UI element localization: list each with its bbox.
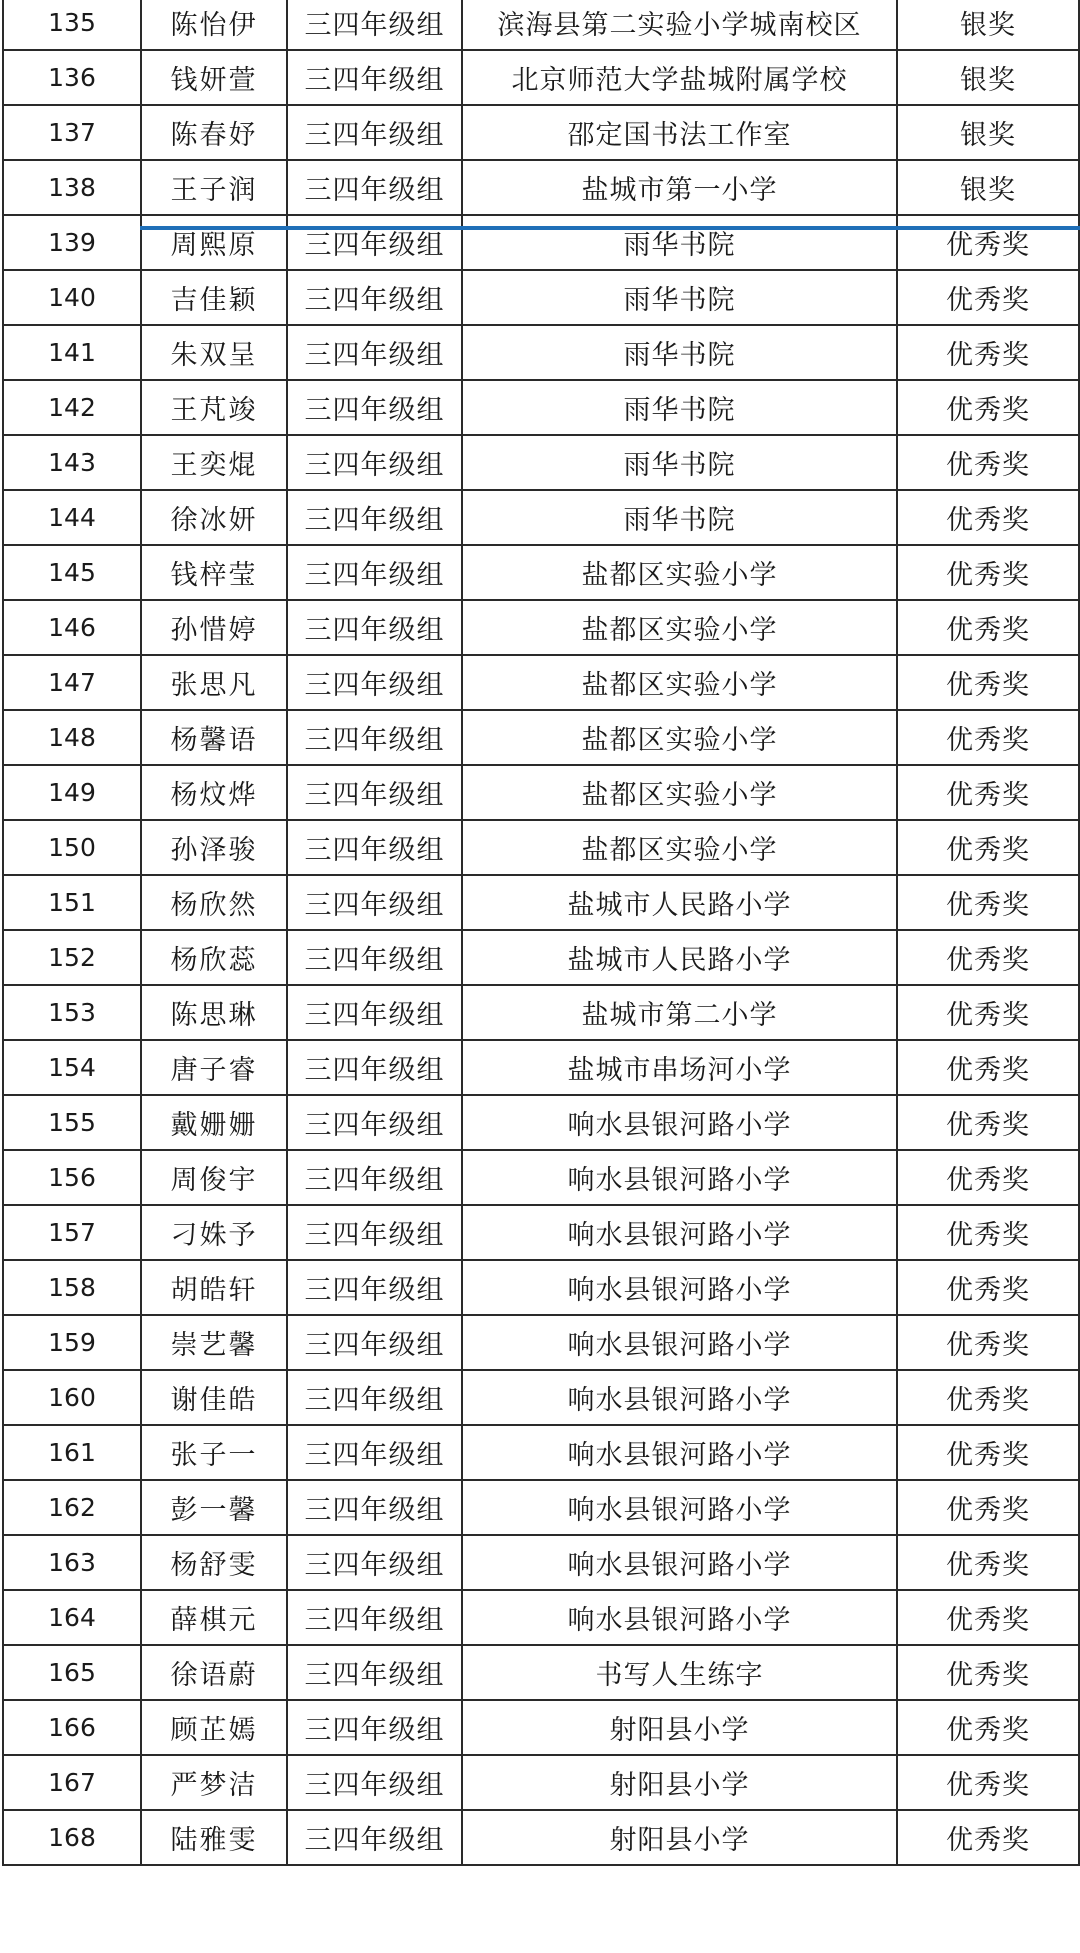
cell-age-group: 三四年级组 xyxy=(287,160,462,215)
cell-award: 优秀奖 xyxy=(897,1590,1079,1645)
cell-award: 优秀奖 xyxy=(897,1150,1079,1205)
cell-age-group: 三四年级组 xyxy=(287,655,462,710)
table-row xyxy=(3,490,1079,545)
cell-award: 优秀奖 xyxy=(897,325,1079,380)
cell-school: 响水县银河路小学 xyxy=(462,1315,897,1370)
award-table xyxy=(2,0,1080,1866)
cell-award: 优秀奖 xyxy=(897,820,1079,875)
table-row xyxy=(3,1370,1079,1425)
cell-award: 银奖 xyxy=(897,160,1079,215)
table-row xyxy=(3,325,1079,380)
cell-age-group: 三四年级组 xyxy=(287,1425,462,1480)
cell-age-group: 三四年级组 xyxy=(287,325,462,380)
cell-student-name: 孙惜婷 xyxy=(141,600,287,655)
cell-award: 优秀奖 xyxy=(897,1810,1079,1865)
cell-award: 优秀奖 xyxy=(897,1370,1079,1425)
cell-number: 146 xyxy=(3,600,141,655)
cell-age-group: 三四年级组 xyxy=(287,215,462,270)
cell-number: 168 xyxy=(3,1810,141,1865)
cell-number: 164 xyxy=(3,1590,141,1645)
cell-student-name: 钱梓莹 xyxy=(141,545,287,600)
cell-student-name: 朱双呈 xyxy=(141,325,287,380)
cell-number: 154 xyxy=(3,1040,141,1095)
cell-age-group: 三四年级组 xyxy=(287,1095,462,1150)
cell-age-group: 三四年级组 xyxy=(287,1370,462,1425)
cell-school: 滨海县第二实验小学城南校区 xyxy=(462,0,897,50)
cell-number: 158 xyxy=(3,1260,141,1315)
cell-school: 响水县银河路小学 xyxy=(462,1590,897,1645)
cell-number: 142 xyxy=(3,380,141,435)
cell-number: 147 xyxy=(3,655,141,710)
cell-number: 140 xyxy=(3,270,141,325)
cell-age-group: 三四年级组 xyxy=(287,0,462,50)
cell-student-name: 杨馨语 xyxy=(141,710,287,765)
cell-school: 盐都区实验小学 xyxy=(462,655,897,710)
cell-school: 盐城市人民路小学 xyxy=(462,930,897,985)
cell-number: 153 xyxy=(3,985,141,1040)
cell-number: 156 xyxy=(3,1150,141,1205)
cell-award: 优秀奖 xyxy=(897,1645,1079,1700)
cell-student-name: 崇艺馨 xyxy=(141,1315,287,1370)
cell-student-name: 孙泽骏 xyxy=(141,820,287,875)
table-row xyxy=(3,1480,1079,1535)
cell-number: 149 xyxy=(3,765,141,820)
cell-age-group: 三四年级组 xyxy=(287,1315,462,1370)
cell-age-group: 三四年级组 xyxy=(287,765,462,820)
cell-number: 151 xyxy=(3,875,141,930)
cell-school: 雨华书院 xyxy=(462,490,897,545)
cell-number: 159 xyxy=(3,1315,141,1370)
award-table-body xyxy=(3,0,1079,1865)
table-row xyxy=(3,1425,1079,1480)
cell-school: 射阳县小学 xyxy=(462,1810,897,1865)
cell-number: 167 xyxy=(3,1755,141,1810)
cell-number: 143 xyxy=(3,435,141,490)
cell-age-group: 三四年级组 xyxy=(287,270,462,325)
table-row xyxy=(3,215,1079,270)
cell-school: 邵定国书法工作室 xyxy=(462,105,897,160)
cell-school: 雨华书院 xyxy=(462,380,897,435)
cell-school: 射阳县小学 xyxy=(462,1700,897,1755)
cell-student-name: 杨欣蕊 xyxy=(141,930,287,985)
cell-student-name: 徐语蔚 xyxy=(141,1645,287,1700)
cell-award: 优秀奖 xyxy=(897,1205,1079,1260)
cell-number: 137 xyxy=(3,105,141,160)
cell-number: 165 xyxy=(3,1645,141,1700)
cell-award: 优秀奖 xyxy=(897,710,1079,765)
cell-award: 优秀奖 xyxy=(897,985,1079,1040)
cell-student-name: 胡皓轩 xyxy=(141,1260,287,1315)
table-row xyxy=(3,600,1079,655)
cell-student-name: 王子润 xyxy=(141,160,287,215)
cell-school: 响水县银河路小学 xyxy=(462,1425,897,1480)
cell-award: 优秀奖 xyxy=(897,1040,1079,1095)
cell-school: 响水县银河路小学 xyxy=(462,1150,897,1205)
cell-student-name: 张子一 xyxy=(141,1425,287,1480)
cell-student-name: 谢佳皓 xyxy=(141,1370,287,1425)
table-row xyxy=(3,1590,1079,1645)
cell-number: 166 xyxy=(3,1700,141,1755)
cell-age-group: 三四年级组 xyxy=(287,1535,462,1590)
table-row xyxy=(3,1645,1079,1700)
cell-number: 145 xyxy=(3,545,141,600)
cell-age-group: 三四年级组 xyxy=(287,875,462,930)
cell-number: 141 xyxy=(3,325,141,380)
cell-age-group: 三四年级组 xyxy=(287,545,462,600)
cell-school: 北京师范大学盐城附属学校 xyxy=(462,50,897,105)
table-row xyxy=(3,1755,1079,1810)
table-row xyxy=(3,710,1079,765)
cell-award: 优秀奖 xyxy=(897,930,1079,985)
table-row xyxy=(3,50,1079,105)
cell-number: 139 xyxy=(3,215,141,270)
cell-number: 138 xyxy=(3,160,141,215)
cell-school: 盐都区实验小学 xyxy=(462,765,897,820)
cell-number: 135 xyxy=(3,0,141,50)
cell-school: 盐城市第一小学 xyxy=(462,160,897,215)
cell-award: 银奖 xyxy=(897,50,1079,105)
cell-school: 盐城市第二小学 xyxy=(462,985,897,1040)
table-row xyxy=(3,1260,1079,1315)
cell-age-group: 三四年级组 xyxy=(287,380,462,435)
cell-school: 响水县银河路小学 xyxy=(462,1095,897,1150)
cell-award: 优秀奖 xyxy=(897,1095,1079,1150)
cell-school: 盐都区实验小学 xyxy=(462,600,897,655)
table-row xyxy=(3,0,1079,50)
cell-award: 优秀奖 xyxy=(897,1700,1079,1755)
table-row xyxy=(3,1315,1079,1370)
cell-age-group: 三四年级组 xyxy=(287,1205,462,1260)
cell-student-name: 刁姝予 xyxy=(141,1205,287,1260)
cell-student-name: 陈怡伊 xyxy=(141,0,287,50)
table-row xyxy=(3,105,1079,160)
cell-number: 155 xyxy=(3,1095,141,1150)
table-row xyxy=(3,820,1079,875)
cell-number: 162 xyxy=(3,1480,141,1535)
cell-student-name: 吉佳颖 xyxy=(141,270,287,325)
cell-student-name: 王奕焜 xyxy=(141,435,287,490)
cell-age-group: 三四年级组 xyxy=(287,1810,462,1865)
cell-student-name: 周熙原 xyxy=(141,215,287,270)
cell-award: 银奖 xyxy=(897,105,1079,160)
table-row xyxy=(3,985,1079,1040)
cell-age-group: 三四年级组 xyxy=(287,490,462,545)
cell-award: 优秀奖 xyxy=(897,1480,1079,1535)
cell-school: 射阳县小学 xyxy=(462,1755,897,1810)
cell-number: 157 xyxy=(3,1205,141,1260)
cell-student-name: 张思凡 xyxy=(141,655,287,710)
cell-school: 盐城市人民路小学 xyxy=(462,875,897,930)
cell-student-name: 戴姗姗 xyxy=(141,1095,287,1150)
cell-award: 优秀奖 xyxy=(897,215,1079,270)
table-row xyxy=(3,380,1079,435)
cell-award: 银奖 xyxy=(897,0,1079,50)
cell-award: 优秀奖 xyxy=(897,600,1079,655)
table-row xyxy=(3,1095,1079,1150)
table-row xyxy=(3,1205,1079,1260)
cell-school: 响水县银河路小学 xyxy=(462,1535,897,1590)
cell-number: 160 xyxy=(3,1370,141,1425)
cell-school: 雨华书院 xyxy=(462,215,897,270)
cell-age-group: 三四年级组 xyxy=(287,105,462,160)
cell-student-name: 杨舒雯 xyxy=(141,1535,287,1590)
cell-age-group: 三四年级组 xyxy=(287,1590,462,1645)
cell-number: 148 xyxy=(3,710,141,765)
cell-student-name: 周俊宇 xyxy=(141,1150,287,1205)
cell-number: 144 xyxy=(3,490,141,545)
cell-number: 150 xyxy=(3,820,141,875)
table-row xyxy=(3,1700,1079,1755)
cell-age-group: 三四年级组 xyxy=(287,1700,462,1755)
table-row xyxy=(3,875,1079,930)
table-row xyxy=(3,1150,1079,1205)
cell-award: 优秀奖 xyxy=(897,1425,1079,1480)
cell-age-group: 三四年级组 xyxy=(287,1040,462,1095)
cell-award: 优秀奖 xyxy=(897,1755,1079,1810)
cell-school: 雨华书院 xyxy=(462,435,897,490)
table-row xyxy=(3,930,1079,985)
cell-student-name: 陆雅雯 xyxy=(141,1810,287,1865)
cell-age-group: 三四年级组 xyxy=(287,930,462,985)
table-row xyxy=(3,1040,1079,1095)
cell-award: 优秀奖 xyxy=(897,1260,1079,1315)
cell-number: 161 xyxy=(3,1425,141,1480)
cell-student-name: 彭一馨 xyxy=(141,1480,287,1535)
cell-age-group: 三四年级组 xyxy=(287,1755,462,1810)
cell-student-name: 王芃竣 xyxy=(141,380,287,435)
table-row xyxy=(3,270,1079,325)
cell-award: 优秀奖 xyxy=(897,875,1079,930)
table-row xyxy=(3,160,1079,215)
cell-school: 响水县银河路小学 xyxy=(462,1370,897,1425)
cell-school: 盐都区实验小学 xyxy=(462,820,897,875)
cell-school: 书写人生练字 xyxy=(462,1645,897,1700)
cell-student-name: 钱妍萱 xyxy=(141,50,287,105)
cell-student-name: 严梦洁 xyxy=(141,1755,287,1810)
cell-age-group: 三四年级组 xyxy=(287,1150,462,1205)
table-row xyxy=(3,765,1079,820)
cell-award: 优秀奖 xyxy=(897,270,1079,325)
cell-school: 盐都区实验小学 xyxy=(462,710,897,765)
table-row xyxy=(3,545,1079,600)
cell-age-group: 三四年级组 xyxy=(287,820,462,875)
cell-award: 优秀奖 xyxy=(897,490,1079,545)
cell-student-name: 陈思琳 xyxy=(141,985,287,1040)
cell-award: 优秀奖 xyxy=(897,435,1079,490)
table-row xyxy=(3,1810,1079,1865)
cell-student-name: 唐子睿 xyxy=(141,1040,287,1095)
cell-award: 优秀奖 xyxy=(897,380,1079,435)
cell-school: 响水县银河路小学 xyxy=(462,1260,897,1315)
table-row xyxy=(3,1535,1079,1590)
cell-award: 优秀奖 xyxy=(897,1315,1079,1370)
cell-number: 152 xyxy=(3,930,141,985)
cell-age-group: 三四年级组 xyxy=(287,600,462,655)
table-row xyxy=(3,655,1079,710)
cell-award: 优秀奖 xyxy=(897,1535,1079,1590)
cell-school: 雨华书院 xyxy=(462,325,897,380)
cell-school: 盐都区实验小学 xyxy=(462,545,897,600)
cell-age-group: 三四年级组 xyxy=(287,50,462,105)
cell-student-name: 杨炆烨 xyxy=(141,765,287,820)
cell-student-name: 杨欣然 xyxy=(141,875,287,930)
cell-school: 响水县银河路小学 xyxy=(462,1205,897,1260)
cell-age-group: 三四年级组 xyxy=(287,710,462,765)
cell-number: 163 xyxy=(3,1535,141,1590)
cell-student-name: 顾芷嫣 xyxy=(141,1700,287,1755)
table-row xyxy=(3,435,1079,490)
cell-student-name: 薛棋元 xyxy=(141,1590,287,1645)
cell-student-name: 陈春妤 xyxy=(141,105,287,160)
cell-school: 雨华书院 xyxy=(462,270,897,325)
cell-age-group: 三四年级组 xyxy=(287,985,462,1040)
cell-student-name: 徐冰妍 xyxy=(141,490,287,545)
cell-award: 优秀奖 xyxy=(897,655,1079,710)
cell-number: 136 xyxy=(3,50,141,105)
cell-age-group: 三四年级组 xyxy=(287,1645,462,1700)
cell-age-group: 三四年级组 xyxy=(287,1480,462,1535)
selection-divider-line xyxy=(140,226,1080,230)
cell-school: 响水县银河路小学 xyxy=(462,1480,897,1535)
cell-award: 优秀奖 xyxy=(897,545,1079,600)
cell-school: 盐城市串场河小学 xyxy=(462,1040,897,1095)
cell-age-group: 三四年级组 xyxy=(287,1260,462,1315)
cell-age-group: 三四年级组 xyxy=(287,435,462,490)
cell-award: 优秀奖 xyxy=(897,765,1079,820)
